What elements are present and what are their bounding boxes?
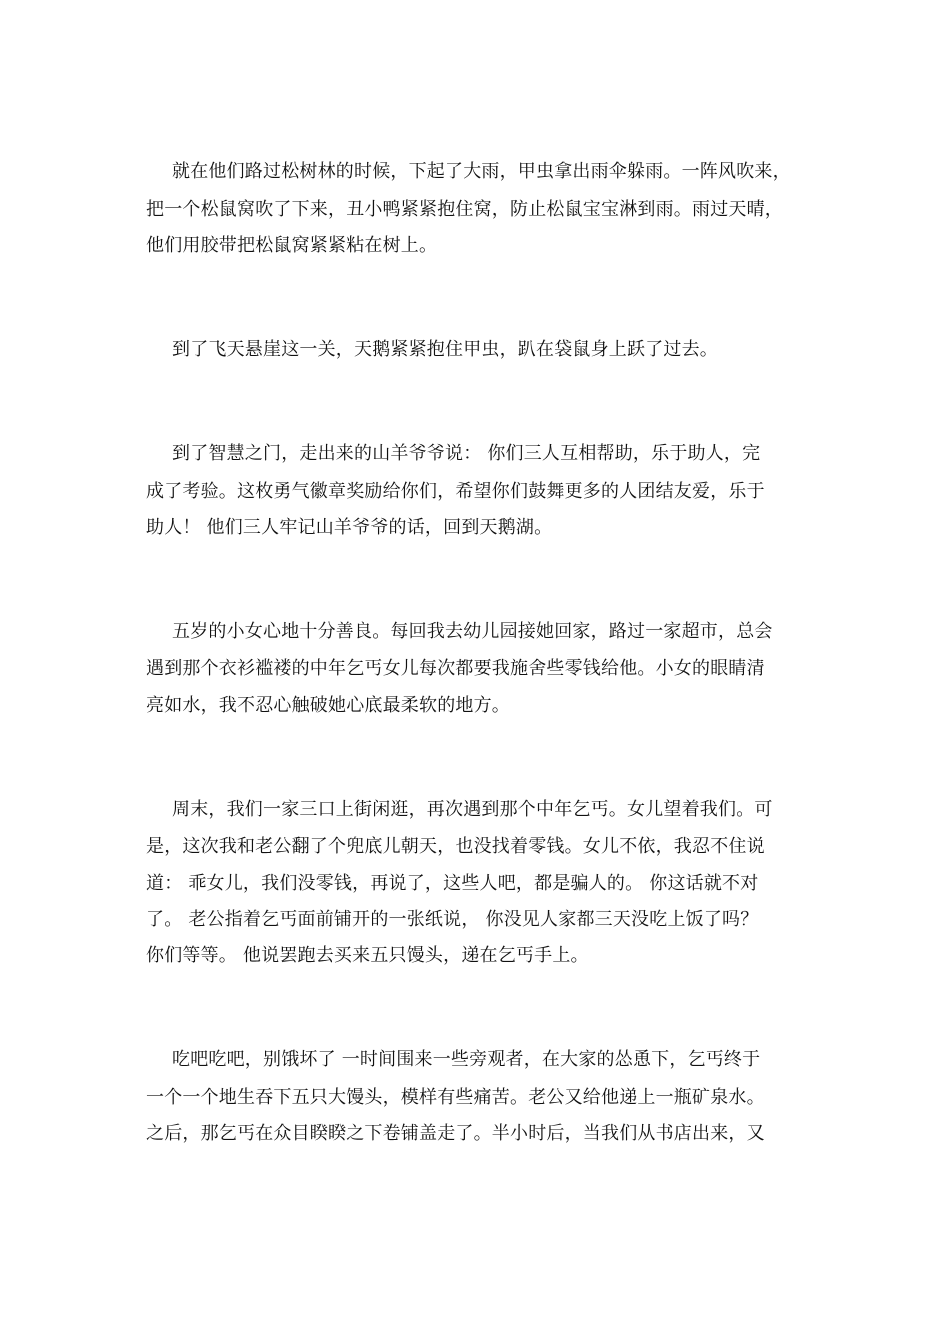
paragraph-5-line-1: 周末，我们一家三口上街闲逛，再次遇到那个中年乞丐。女儿望着我们。可 [172,799,773,820]
paragraph-5-line-4: 了。 老公指着乞丐面前铺开的一张纸说， 你没见人家都三天没吃上饭了吗？ [146,909,759,930]
paragraph-3-line-3: 助人！ 他们三人牢记山羊爷爷的话，回到天鹅湖。 [146,517,553,538]
paragraph-4-line-2: 遇到那个衣衫褴褛的中年乞丐女儿每次都要我施舍些零钱给他。小女的眼睛清 [146,658,765,679]
paragraph-6-line-1: 吃吧吃吧，别饿坏了 一时间围来一些旁观者，在大家的怂恿下，乞丐终于 [172,1049,761,1070]
paragraph-6-line-2: 一个一个地生吞下五只大馒头，模样有些痛苦。老公又给他递上一瓶矿泉水。 [146,1087,765,1108]
paragraph-5-line-2: 是，这次我和老公翻了个兜底儿朝天，也没找着零钱。女儿不依，我忍不住说 [146,836,765,857]
paragraph-3-line-1: 到了智慧之门，走出来的山羊爷爷说： 你们三人互相帮助，乐于助人，完 [172,443,761,464]
paragraph-2-line-1: 到了飞天悬崖这一关，天鹅紧紧抱住甲虫，趴在袋鼠身上跃了过去。 [172,339,718,360]
paragraph-6-line-3: 之后，那乞丐在众目睽睽之下卷铺盖走了。半小时后，当我们从书店出来，又 [146,1123,765,1144]
paragraph-1-line-3: 他们用胶带把松鼠窝紧紧粘在树上。 [146,235,438,256]
paragraph-5-line-3: 道： 乖女儿，我们没零钱，再说了，这些人吧，都是骗人的。 你这话就不对 [146,873,759,894]
paragraph-1-line-1: 就在他们路过松树林的时候，下起了大雨，甲虫拿出雨伞躲雨。一阵风吹来， [172,161,791,182]
paragraph-4-line-1: 五岁的小女心地十分善良。每回我去幼儿园接她回家，路过一家超市，总会 [172,621,773,642]
paragraph-4-line-3: 亮如水，我不忍心触破她心底最柔软的地方。 [146,695,510,716]
paragraph-1-line-2: 把一个松鼠窝吹了下来，丑小鸭紧紧抱住窝，防止松鼠宝宝淋到雨。雨过天晴， [146,199,783,220]
paragraph-5-line-5: 你们等等。 他说罢跑去买来五只馒头，递在乞丐手上。 [146,945,589,966]
paragraph-3-line-2: 成了考验。这枚勇气徽章奖励给你们，希望你们鼓舞更多的人团结友爱，乐于 [146,481,765,502]
